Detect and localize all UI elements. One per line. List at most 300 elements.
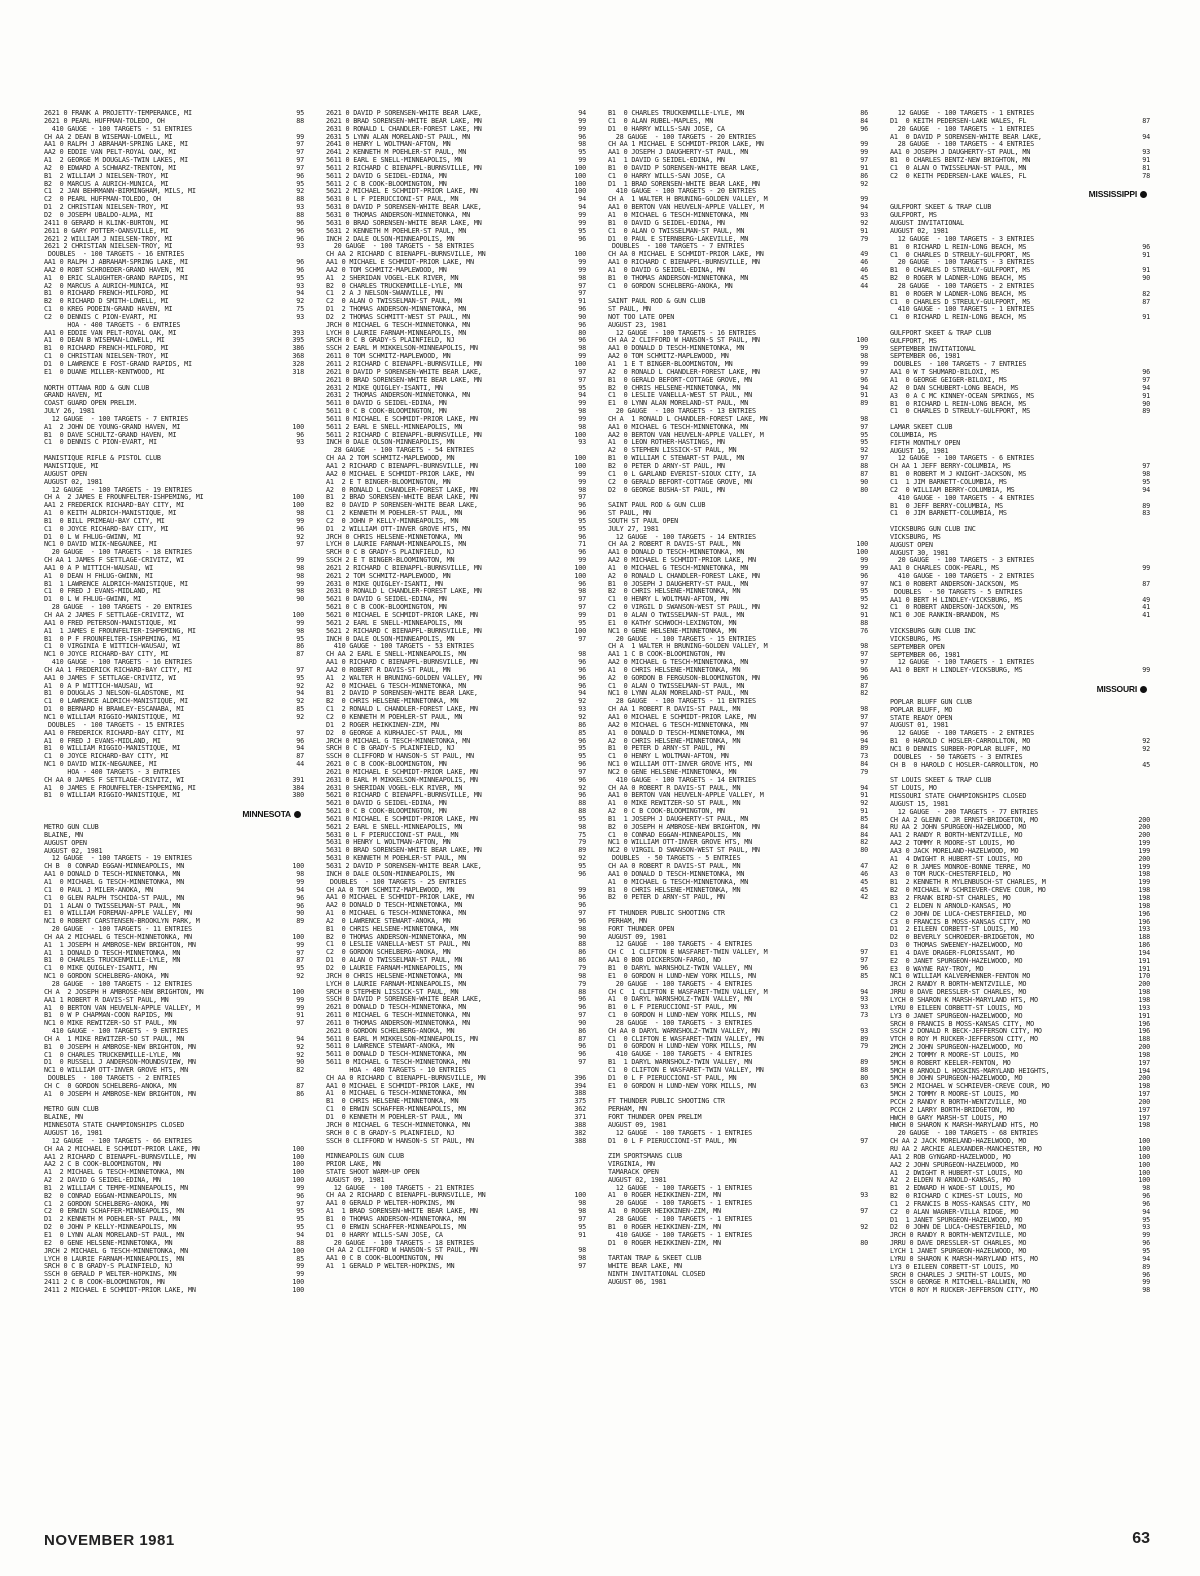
shooter-entry: NC1 0 WILLIAM RIGGIO-MANISTIQUE, MI <box>44 713 181 721</box>
shooter-entry: AA1 0 JAMES F SETTLAGE-CRIVITZ, WI <box>44 674 177 682</box>
shooter-entry: A1 1 E T BINGER-BLOOMINGTON, MN <box>608 361 733 368</box>
score: 96 <box>578 533 586 541</box>
result-row <box>890 1044 1155 1052</box>
line-text: 20 GAUGE - 100 TARGETS - 11 ENTRIES <box>44 926 192 934</box>
text-line <box>44 824 309 832</box>
score: 99 <box>296 1271 304 1279</box>
shooter-entry: AA2 0 TOM SCHMITZ-MAPLEWOOD, MN <box>608 353 729 361</box>
score: 97 <box>578 290 586 298</box>
result-row <box>326 432 591 440</box>
result-row <box>326 361 591 369</box>
shooter-entry: CH AA 2 MICHAEL E SCHMIDT-PRIOR LAKE, MN <box>44 1145 200 1153</box>
text-line <box>326 1161 591 1169</box>
result-row <box>890 848 1155 856</box>
result-row <box>326 298 591 306</box>
shooter-entry: A1 4 DWIGHT R HUBERT-ST LOUIS, MO <box>890 855 1023 863</box>
result-row <box>890 1162 1155 1170</box>
result-row <box>890 314 1155 322</box>
score: 79 <box>578 839 586 847</box>
shooter-entry: B1 0 THOMAS ANDERSON-MINNETONKA, MN <box>608 274 749 282</box>
score: 98 <box>860 415 868 423</box>
result-row <box>44 330 309 338</box>
text-line <box>608 408 873 416</box>
result-row <box>608 839 873 847</box>
text-line <box>890 141 1155 149</box>
shooter-entry: CH C 1 CLIFTON E WASFARET-TWIN VALLEY, M <box>608 949 768 957</box>
score: 49 <box>1142 596 1150 604</box>
result-row <box>890 565 1155 573</box>
shooter-entry: AA1 0 A P WITTICH-WAUSAU, WI <box>44 564 153 572</box>
score: 90 <box>296 910 304 918</box>
shooter-entry: B1 0 CHRIS HELSENE-MINNETONKA, MN <box>608 886 741 894</box>
result-row <box>890 1052 1155 1060</box>
result-row <box>890 408 1155 416</box>
score: 100 <box>292 1161 304 1169</box>
line-text: AUGUST OPEN <box>44 470 87 478</box>
result-row <box>326 628 591 636</box>
score: 96 <box>860 125 868 133</box>
result-row <box>608 1208 873 1216</box>
result-row <box>326 196 591 204</box>
score: 95 <box>296 1208 304 1216</box>
result-row <box>44 1248 309 1256</box>
shooter-entry: 5621 2 RICHARD C BIENAPFL-BURNSVILLE, MN <box>326 627 482 635</box>
score: 86 <box>860 110 868 117</box>
line-text: AUGUST 02, 1981 <box>608 1176 667 1184</box>
score: 96 <box>578 792 586 800</box>
score: 91 <box>1142 314 1150 322</box>
result-row <box>608 165 873 173</box>
score: 98 <box>578 972 586 980</box>
line-text: VICKSBURG, MS <box>890 635 941 643</box>
score: 95 <box>296 110 304 117</box>
result-row <box>890 385 1155 393</box>
line-text: 410 GAUGE - 100 TARGETS - 1 ENTRIES <box>890 306 1035 314</box>
result-row <box>326 236 591 244</box>
line-text: AUGUST 30, 1981 <box>890 549 949 557</box>
shooter-entry: SSCH 2 E T BINGER-BLOOMINGTON, MN <box>326 557 455 565</box>
score: 89 <box>1142 408 1150 416</box>
shooter-entry: CH AA 2 MICHAEL G TESCH-MINNETONKA, MN <box>44 933 192 941</box>
result-row <box>326 188 591 196</box>
result-row <box>44 1279 309 1287</box>
text-line <box>608 1177 873 1185</box>
shooter-entry: LYCH 0 LAURIE FARNAM-MINNEAPOLIS, MN <box>326 541 467 549</box>
result-row <box>608 173 873 181</box>
text-line <box>608 1098 873 1106</box>
score: 96 <box>578 306 586 314</box>
result-row <box>44 871 309 879</box>
line-text: 20 GAUGE - 100 TARGETS - 18 ENTRIES <box>326 1239 474 1247</box>
shooter-entry: CH A 1 WALTER H BRUNING-GOLDEN VALLEY, M <box>608 196 768 204</box>
score: 97 <box>296 164 304 172</box>
result-row <box>890 1099 1155 1107</box>
shooter-entry: JRCH 0 CHRIS HELSENE-MINNETONKA, MN <box>326 972 463 980</box>
shooter-entry: NC2 0 VIRGIL D SWANSON-WEST ST PAUL, MN <box>608 847 760 855</box>
score: 97 <box>860 651 868 659</box>
shooter-entry: AA1 0 DONALD D TESCH-MINNETONKA, MN <box>608 345 745 353</box>
text-line <box>890 306 1155 314</box>
line-text: 20 GAUGE - 100 TARGETS - 3 ENTRIES <box>890 557 1035 565</box>
text-line <box>44 400 309 408</box>
shooter-entry: A1 2 DWIGHT R HUBERT-ST LOUIS, MO <box>890 1169 1023 1177</box>
shooter-entry: AA1 0 RICHARD C BIENAPFL-BURNSVILLE, MN <box>326 659 478 667</box>
score: 186 <box>1138 942 1150 950</box>
score: 95 <box>1142 1247 1150 1255</box>
shooter-entry: A1 0 DEAN H FHLUG-GWINN, MI <box>44 572 153 580</box>
result-row <box>326 981 591 989</box>
result-row <box>44 1067 309 1075</box>
shooter-entry: B2 0 PETER D ARNY-ST PAUL, MN <box>608 462 725 470</box>
shooter-entry: C1 2 JAN BEHRMANN-BIRMINGHAM, MILS, MI <box>44 188 196 196</box>
text-line <box>890 181 1155 189</box>
line-text: 20 GAUGE - 100 TARGETS - 4 ENTRIES <box>608 980 753 988</box>
result-row <box>326 957 591 965</box>
score: 96 <box>296 259 304 267</box>
score: 44 <box>296 761 304 769</box>
result-row <box>44 596 309 604</box>
result-row <box>326 369 591 377</box>
text-line <box>608 1200 873 1208</box>
score: 96 <box>578 235 586 243</box>
text-line <box>608 934 873 942</box>
score: 46 <box>860 266 868 274</box>
shooter-entry: D1 0 L W FHLUG-GWINN, MI <box>44 533 142 541</box>
shooter-entry: AA1 0 DONALD D TESCH-MINNETONKA, MN <box>608 549 745 557</box>
result-row <box>890 1083 1155 1091</box>
result-row <box>608 628 873 636</box>
result-row <box>44 1185 309 1193</box>
result-row <box>608 220 873 228</box>
score: 97 <box>578 768 586 776</box>
result-row <box>44 259 309 267</box>
score: 97 <box>296 666 304 674</box>
result-row <box>326 416 591 424</box>
shooter-entry: AA2 2 TOMMY R MOORE-ST LOUIS, MO <box>890 840 1015 848</box>
line-text: HOA - 400 TARGETS - 6 ENTRIES <box>44 321 181 329</box>
score: 199 <box>1138 879 1150 887</box>
shooter-entry: C1 0 GORDON SCHELBERG-ANOKA, MN <box>608 282 733 290</box>
score: 84 <box>860 823 868 831</box>
result-row <box>44 534 309 542</box>
score: 96 <box>578 996 586 1004</box>
result-row <box>608 894 873 902</box>
score: 197 <box>1138 1114 1150 1122</box>
result-row <box>44 1146 309 1154</box>
shooter-entry: CH AA 2 RICHARD C BIENAPFL-BURNSVILLE, MN <box>326 251 486 259</box>
result-row <box>326 667 591 675</box>
result-row <box>608 228 873 236</box>
line-text: 20 GAUGE - 100 TARGETS - 15 ENTRIES <box>608 635 756 643</box>
result-row <box>326 761 591 769</box>
line-text: SEPTEMBER 06, 1981 <box>890 651 961 659</box>
score: 95 <box>1142 1216 1150 1224</box>
score: 94 <box>578 204 586 212</box>
score: 79 <box>860 1043 868 1051</box>
score: 75 <box>296 306 304 314</box>
score: 98 <box>578 1247 586 1255</box>
shooter-entry: A1 2 WALTER H BRUNING-GOLDEN VALLEY, MN <box>326 674 482 682</box>
text-line <box>890 770 1155 778</box>
result-row <box>890 1138 1155 1146</box>
score: 96 <box>578 549 586 557</box>
score: 371 <box>574 1114 586 1121</box>
result-row <box>326 479 591 487</box>
shooter-entry: CH AA 1 MICHAEL E SCHMIDT-PRIOR LAKE, MN <box>608 141 764 149</box>
result-row <box>890 1287 1155 1295</box>
shooter-entry: 5631 0 THOMAS ANDERSON-MINNETONKA, MN <box>326 211 471 219</box>
result-row <box>326 996 591 1004</box>
result-row <box>326 534 591 542</box>
shooter-entry: AA1 0 MICHAEL G TESCH-MINNETONKA, MN <box>608 423 749 431</box>
line-text: AUGUST 09, 1981 <box>326 1176 385 1184</box>
result-row <box>608 126 873 134</box>
text-line <box>890 353 1155 361</box>
line-text: 20 GAUGE - 100 TARGETS - 1 ENTRIES <box>890 125 1035 133</box>
result-row <box>44 353 309 361</box>
shooter-entry: B2 0 CHRIS HELSENE-MINNETONKA, MN <box>608 384 741 392</box>
result-row <box>326 934 591 942</box>
score: 82 <box>296 1067 304 1075</box>
score: 97 <box>296 729 304 737</box>
result-row <box>608 196 873 204</box>
score: 93 <box>860 1192 868 1200</box>
score: 94 <box>1142 1208 1150 1216</box>
result-row <box>44 306 309 314</box>
result-row <box>890 1021 1155 1029</box>
result-row <box>890 165 1155 173</box>
score: 198 <box>1138 996 1150 1004</box>
score: 92 <box>296 533 304 541</box>
shooter-entry: 2MCH 2 JOHN SPURGEON-HAZELWOOD, MO <box>890 1044 1023 1052</box>
score: 99 <box>578 886 586 894</box>
shooter-entry: SRCH 0 C B GRADY-S PLAINFIELD, NJ <box>44 1263 173 1271</box>
line-text: AUGUST OPEN <box>890 541 933 549</box>
shooter-entry: AA2 0 TOM SCHMITZ-MAPLEWOOD, MN <box>326 266 447 274</box>
shooter-entry: C1 0 PAUL J MILER-ANOKA, MN <box>44 886 153 894</box>
score: 100 <box>292 1169 304 1177</box>
text-line <box>44 1122 309 1130</box>
shooter-entry: C1 0 RICHARD L REIN-LONG BEACH, MS <box>890 314 1027 322</box>
result-row <box>326 824 591 832</box>
shooter-entry: A1 1 JOSEPH H AMBROSE-NEW BRIGHTON, MN <box>44 941 196 949</box>
result-row <box>44 730 309 738</box>
score: 94 <box>860 988 868 996</box>
result-row <box>44 573 309 581</box>
result-row <box>326 1130 591 1138</box>
line-text: 410 GAUGE - 100 TARGETS - 16 ENTRIES <box>44 659 192 667</box>
result-row <box>44 1036 309 1044</box>
result-row <box>326 275 591 283</box>
shooter-entry: AA1 0 MICHAEL E SCHMIDT-PRIOR LAKE, MN <box>608 713 756 721</box>
result-row <box>326 259 591 267</box>
result-row <box>326 134 591 142</box>
score: 86 <box>296 643 304 651</box>
text-line <box>608 1145 873 1153</box>
result-row <box>608 275 873 283</box>
result-row <box>890 487 1155 495</box>
score: 89 <box>578 847 586 855</box>
shooter-entry: C1 0 L GARLAND EVERIST-SIOUX CITY, IA <box>608 470 756 478</box>
shooter-entry: B1 0 DOUGLAS J NELSON-GLADSTONE, MI <box>44 690 185 698</box>
score: 92 <box>1142 738 1150 746</box>
line-text: SAINT PAUL ROD & GUN CLUB <box>608 298 706 306</box>
score: 198 <box>1138 871 1150 879</box>
result-row <box>44 110 309 118</box>
result-row <box>890 864 1155 872</box>
shooter-entry: AA2 0 BERTON VAN HEUVELN-APPLE VALLEY, M <box>608 431 764 439</box>
shooter-entry: SSCH 0 DAVID P SORENSEN-WHITE BEAR LAKE, <box>326 996 482 1004</box>
score: 98 <box>578 486 586 494</box>
score: 91 <box>860 392 868 400</box>
shooter-entry: AA1 0 JOSEPH J DAUGHERTY-ST PAUL, MN <box>890 149 1031 157</box>
result-row <box>326 612 591 620</box>
result-row <box>326 526 591 534</box>
text-line <box>44 251 309 259</box>
score: 91 <box>1142 267 1150 275</box>
shooter-entry: AA1 2 RICHARD C BIENAPFL-BURNSVILLE, MN <box>326 462 478 470</box>
result-row <box>608 181 873 189</box>
score: 100 <box>1138 1169 1150 1177</box>
text-line <box>326 1185 591 1193</box>
shooter-entry: SRCH 0 C B GRADY-S PLAINFIELD, NJ <box>326 1129 455 1137</box>
score: 92 <box>860 1223 868 1231</box>
shooter-entry: NC1 0 LYNN ALAN MORELAND-ST PAUL, MN <box>608 690 749 698</box>
score: 197 <box>1138 1106 1150 1114</box>
shooter-entry: C2 0 KEITH PEDERSEN-LAKE WALES, FL <box>890 172 1027 180</box>
score: 99 <box>296 1184 304 1192</box>
shooter-entry: A1 0 DAVID G SEIDEL-EDINA, MN <box>608 266 725 274</box>
result-row <box>326 1114 591 1122</box>
line-text: 28 GAUGE - 100 TARGETS - 20 ENTRIES <box>608 133 756 141</box>
result-row <box>608 675 873 683</box>
result-row <box>326 902 591 910</box>
result-row <box>890 1193 1155 1201</box>
result-row <box>44 1091 309 1099</box>
score: 100 <box>1138 1153 1150 1161</box>
score: 95 <box>296 674 304 682</box>
result-row <box>44 557 309 565</box>
result-row <box>326 518 591 526</box>
shooter-entry: NC1 0 ROBERT ANDERSON-JACKSON, MS <box>890 580 1019 588</box>
shooter-entry: A2 0 STEPHEN LISSICK-ST PAUL, MN <box>608 447 737 455</box>
score: 98 <box>578 651 586 659</box>
result-row <box>890 275 1155 283</box>
shooter-entry: RU AA 2 JOHN SPURGEON-HAZELWOOD, MO <box>890 824 1027 832</box>
result-row <box>326 1208 591 1216</box>
score: 90 <box>296 596 304 604</box>
score: 91 <box>1142 392 1150 400</box>
result-row <box>890 1232 1155 1240</box>
shooter-entry: C2 0 WILLIAM BERRY-COLUMBIA, MS <box>890 486 1015 494</box>
score: 96 <box>578 737 586 745</box>
score: 94 <box>1142 1255 1150 1263</box>
shooter-entry: B1 0 CHARLES BENTZ-NEW BRIGHTON, MN <box>890 157 1031 165</box>
score: 98 <box>296 627 304 635</box>
result-row <box>890 1146 1155 1154</box>
line-text: 20 GAUGE - 100 TARGETS - 58 ENTRIES <box>326 243 474 251</box>
result-row <box>890 966 1155 974</box>
shooter-entry: A1 0 MICHAEL G TESCH-MINNETONKA, MN <box>44 879 185 886</box>
shooter-entry: NC1 0 MIKE REWITZER-SO ST PAUL, MN <box>44 1020 177 1028</box>
shooter-entry: C1 0 ROBERT ANDERSON-JACKSON, MS <box>890 604 1019 612</box>
shooter-entry: C2 0 KENNETH M POEHLER-ST PAUL, MN <box>326 713 463 721</box>
result-row <box>608 1028 873 1036</box>
shooter-entry: AA2 0 MICHAEL G TESCH-MINNETONKA, MN <box>608 659 749 667</box>
line-text: AUGUST 23, 1981 <box>608 321 667 329</box>
result-row <box>326 588 591 596</box>
score: 87 <box>1142 580 1150 588</box>
text-line <box>890 283 1155 291</box>
result-row <box>44 997 309 1005</box>
score: 197 <box>1138 1091 1150 1099</box>
result-row <box>608 487 873 495</box>
text-line <box>890 707 1155 715</box>
result-row <box>44 502 309 510</box>
shooter-entry: NC1 0 WILLIAM OTT-INVER GROVE HTS, MN <box>608 761 753 769</box>
text-line <box>890 628 1155 636</box>
shooter-entry: AA2 0 ROBT SCHROEDER-GRAND HAVEN, MI <box>44 266 185 274</box>
shooter-entry: AA1 0 CHARLES COOK-PEARL, MS <box>890 565 999 573</box>
score: 96 <box>296 1192 304 1200</box>
shooter-entry: A1 1 BRAD SORENSEN-WHITE BEAR LAKE, MN <box>326 1208 478 1216</box>
score: 200 <box>1138 824 1150 832</box>
score: 98 <box>578 925 586 933</box>
shooter-entry: C1 0 CLIFTON E WASFARET-TWIN VALLEY, MN <box>608 1035 764 1043</box>
result-row <box>44 275 309 283</box>
score: 388 <box>574 1137 586 1145</box>
score: 93 <box>860 1004 868 1012</box>
result-row <box>326 1020 591 1028</box>
result-row <box>608 887 873 895</box>
score: 99 <box>578 266 586 274</box>
score: 96 <box>578 502 586 510</box>
line-text: 410 GAUGE - 100 TARGETS - 9 ENTRIES <box>44 1028 189 1036</box>
text-line <box>890 699 1155 707</box>
shooter-entry: C1 2 A J NELSON-SWANVILLE, MN <box>326 290 443 298</box>
shooter-entry: AA1 2 RICHARD C BIENAPFL-BURNSVILLE, MN <box>44 1153 196 1161</box>
shooter-entry: CH C 1 CLIFTON E WASFARET-TWIN VALLEY, M <box>608 988 768 996</box>
shooter-entry: SRCH 0 C B GRADY-S PLAINFIELD, NJ <box>326 337 455 345</box>
result-row <box>44 612 309 620</box>
result-row <box>890 244 1155 252</box>
shooter-entry: C1 0 FRED J EVANS-MIDLAND, MI <box>44 588 161 596</box>
score: 98 <box>1142 1185 1150 1193</box>
shooter-entry: A2 0 RONALD L CHANDLER-FOREST LAKE, MN <box>608 572 760 580</box>
result-row <box>890 879 1155 887</box>
shooter-entry: CH AA 0 MICHAEL E SCHMIDT-PRIOR LAKE, MN <box>608 251 764 259</box>
score: 198 <box>1138 887 1150 895</box>
shooter-entry: C1 0 CHRISTIAN NIELSEN-TROY, MI <box>44 353 169 361</box>
score: 96 <box>578 674 586 682</box>
shooter-entry: AA1 0 GERALD P WELTER-HOPKINS, MN <box>326 1200 455 1208</box>
result-row <box>608 612 873 620</box>
score: 100 <box>574 1192 586 1200</box>
shooter-entry: C2 0 PEARL HUFFMAN-TOLEDO, OH <box>44 196 161 204</box>
shooter-entry: LYCH 1 JANET SPURGEON-HAZELWOOD, MO <box>890 1247 1027 1255</box>
score: 97 <box>296 1200 304 1208</box>
results-column-1 <box>44 110 309 1525</box>
score: 99 <box>860 345 868 353</box>
result-row <box>608 643 873 651</box>
shooter-entry: D1 0 L F PIERUCCIONI-ST PAUL, MN <box>608 1074 737 1082</box>
score: 92 <box>578 855 586 863</box>
result-row <box>890 369 1155 377</box>
shooter-entry: AA1 0 FRED PETERSON-MANISTIQUE, MI <box>44 619 177 627</box>
line-text: PRIOR LAKE, MN <box>326 1161 381 1169</box>
score: 88 <box>296 211 304 219</box>
text-line <box>890 809 1155 817</box>
